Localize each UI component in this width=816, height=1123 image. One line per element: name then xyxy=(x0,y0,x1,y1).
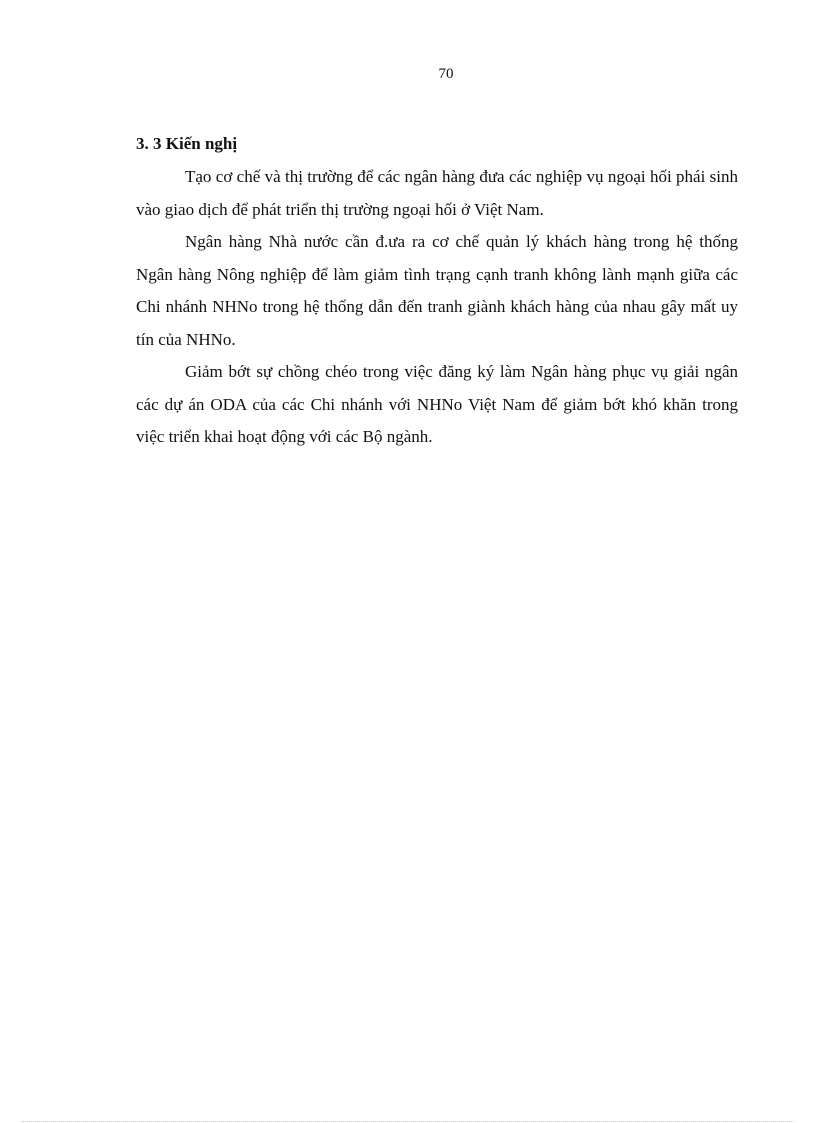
paragraph-customer-management: Ngân hàng Nhà nước cần đ.ưa ra cơ chế quản lý khách hàng trong hệ thống Ngân hàng Nông nghiệp để làm giảm tình trạng cạnh tranh không lành mạnh giữa các Chi nhánh NHNo trong hệ thống dẫn đến tranh giành khách hàng của nhau gây mất uy tín của NHNo. xyxy=(136,232,738,349)
section-heading: 3. 3 Kiến nghị xyxy=(136,134,238,153)
page-bottom-divider xyxy=(22,1121,794,1122)
page-number: 70 xyxy=(438,66,454,82)
paragraph-oda-disbursement: Giảm bớt sự chồng chéo trong việc đăng ký làm Ngân hàng phục vụ giải ngân các dự án ODA của các Chi nhánh với NHNo Việt Nam để giảm bớt khó khăn trong việc triển khai hoạt động với các Bộ ngành. xyxy=(136,362,738,446)
document-body xyxy=(136,131,738,454)
paragraph-derivatives: Tạo cơ chế và thị trường để các ngân hàng đưa các nghiệp vụ ngoại hối phái sinh vào giao dịch để phát triển thị trường ngoại hối ở Việt Nam. xyxy=(136,167,738,219)
